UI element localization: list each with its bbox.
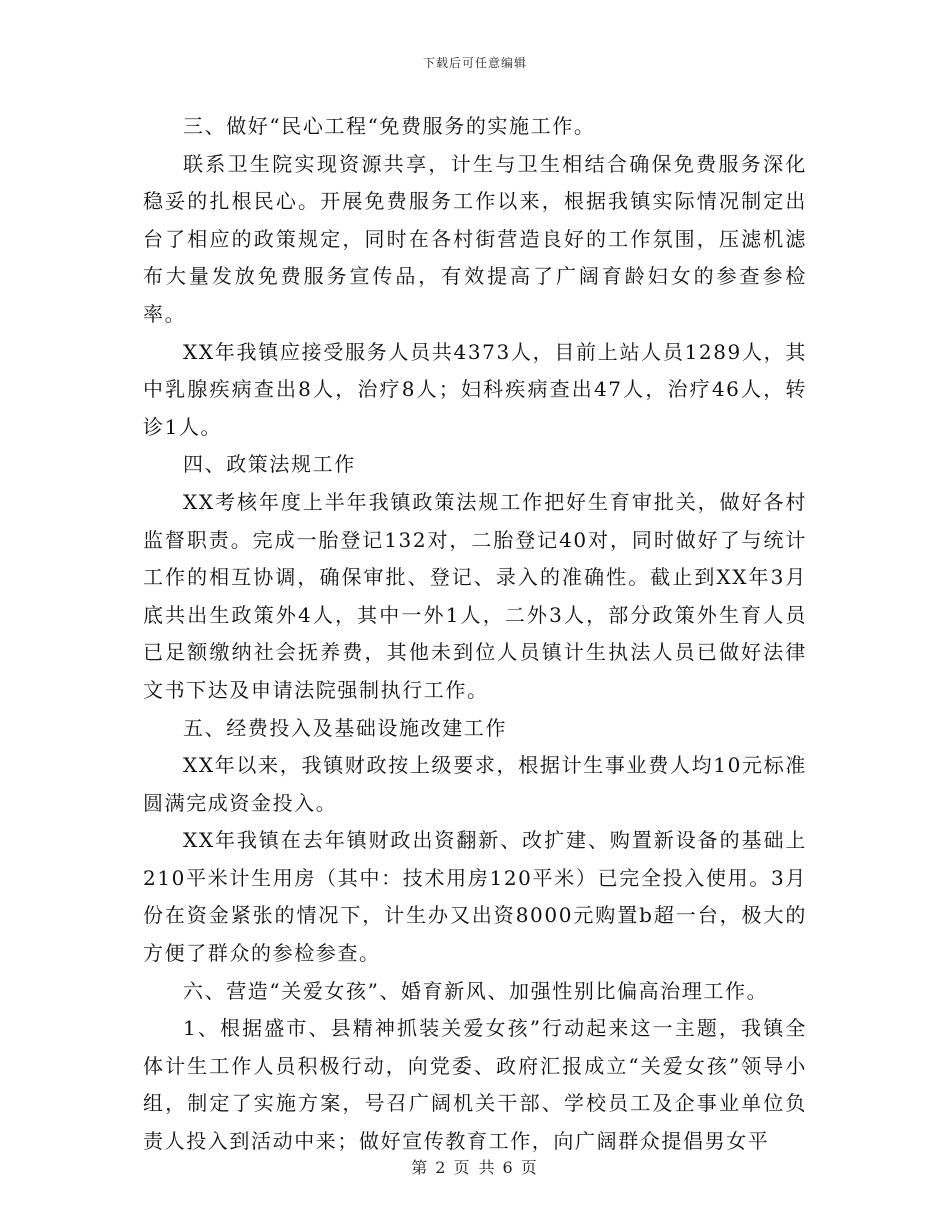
page-footer	[0, 1155, 950, 1178]
body-paragraph: 联系卫生院实现资源共享，计生与卫生相结合确保免费服务深化稳妥的扎根民心。开展免费服务工作以来，根据我镇实际情况制定出台了相应的政策规定，同时在各村街营造良好的工作氛围，压滤机滤布大量发放免费服务宣传品，有效提高了广阔育龄妇女的参查参检率。	[143, 151, 807, 326]
page-label-prefix: 第	[411, 1158, 430, 1177]
section-heading-3: 三、做好“民心工程“免费服务的实施工作。	[183, 114, 596, 138]
current-page-number: 2	[435, 1158, 448, 1177]
section-heading-5: 五、经费投入及基础设施改建工作	[183, 715, 507, 740]
body-paragraph: XX年我镇应接受服务人员共4373人，目前上站人员1289人，其中乳腺疾病查出8人，治疗8人；妇科疾病查出47人，治疗46人，转诊1人。	[143, 339, 807, 439]
page-label-mid: 页 共	[453, 1158, 497, 1177]
total-pages-number: 6	[502, 1158, 515, 1177]
document-body	[143, 108, 807, 1161]
body-paragraph: XX年我镇在去年镇财政出资翻新、改扩建、购置新设备的基础上210平米计生用房（其中：技术用房120平米）已完全投入使用。3月份在资金紧张的情况下，计生办又出资8000元购置b超一台，极大的方便了群众的参检参查。	[143, 828, 807, 966]
body-paragraph: XX年以来，我镇财政按上级要求，根据计生事业费人均10元标准圆满完成资金投入。	[143, 753, 807, 815]
section-heading-6: 六、营造“关爱女孩”、婚育新风、加强性别比偏高治理工作。	[183, 978, 769, 1003]
body-paragraph: XX考核年度上半年我镇政策法规工作把好生育审批关，做好各村监督职责。完成一胎登记132对，二胎登记40对，同时做好了与统计工作的相互协调，确保审批、登记、录入的准确性。截止到XX年3月底共出生政策外4人，其中一外1人，二外3人，部分政策外生育人员已足额缴纳社会抚养费，其他未到位人员镇计生执法人员已做好法律文书下达及申请法院强制执行工作。	[143, 489, 807, 702]
page-label-suffix: 页	[520, 1158, 539, 1177]
body-paragraph: 1、根据盛市、县精神抓装关爱女孩”行动起来这一主题，我镇全体计生工作人员积极行动，向党委、政府汇报成立“关爱女孩”领导小组，制定了实施方案，号召广阔机关干部、学校员工及企事业单位负责人投入到活动中来；做好宣传教育工作，向广阔群众提倡男女平	[143, 1016, 807, 1154]
section-heading-4: 四、政策法规工作	[183, 452, 356, 477]
page-header-note: 下载后可任意编辑	[422, 56, 527, 70]
